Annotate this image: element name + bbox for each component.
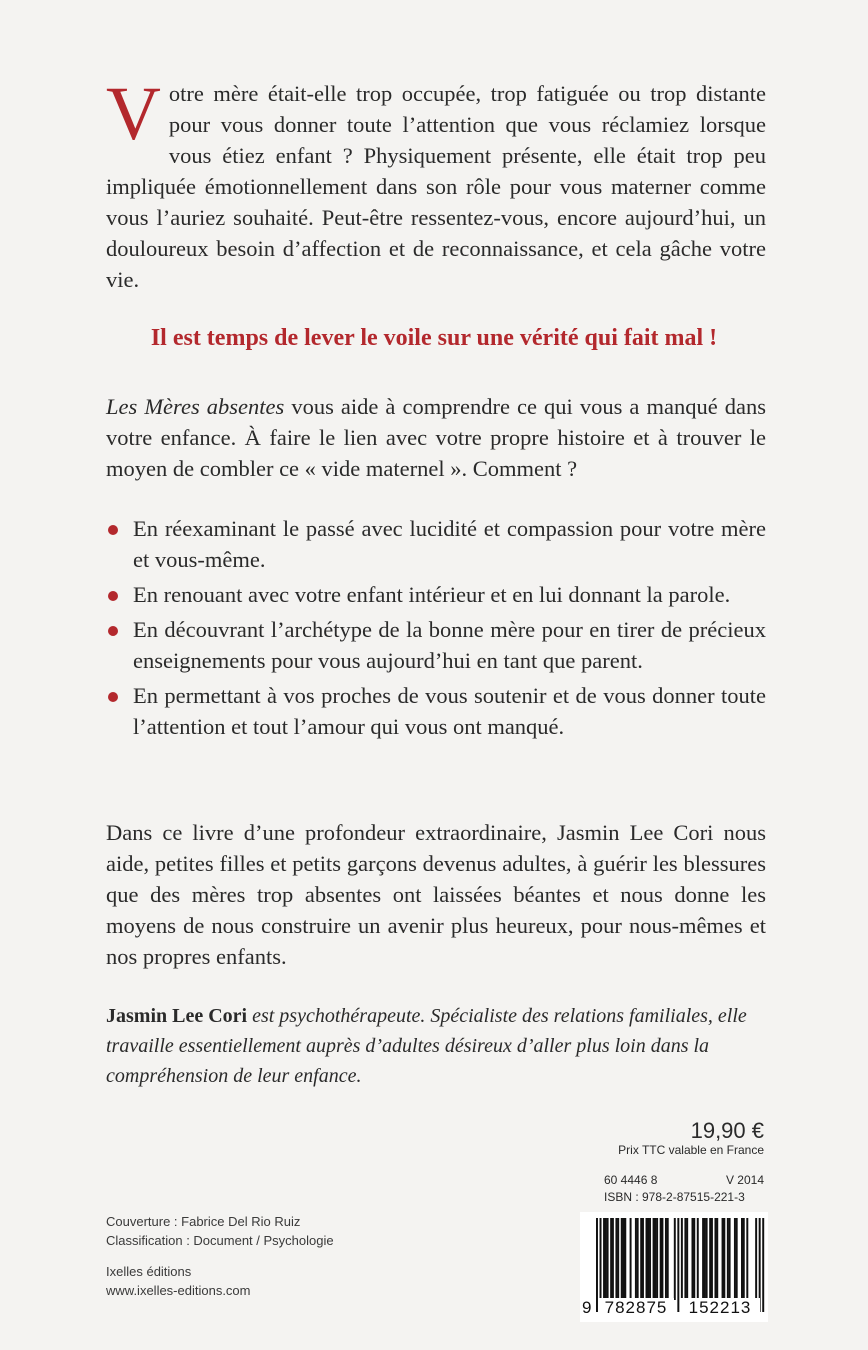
barcode-bar (605, 1218, 607, 1300)
publisher-website: www.ixelles-editions.com (106, 1283, 251, 1298)
barcode-bar (716, 1218, 718, 1300)
publisher-name: Ixelles éditions (106, 1264, 192, 1279)
bullet-list (106, 513, 766, 746)
closing-paragraph: Dans ce livre d’une profondeur extraordinaire, Jasmin Lee Cori nous aide, petites filles et petits garçons devenus adultes, à guérir les blessures que des mères trop absentes ont laissées béantes et nous donne les moyens de nous construire un avenir plus heureux, pour nous-mêmes et nos propres enfants. (106, 820, 766, 969)
barcode-bar (711, 1218, 713, 1300)
headline: Il est temps de lever le voile sur une vérité qui fait mal ! (150, 325, 718, 351)
barcode (580, 1212, 768, 1322)
book-title: Les Mères absentes (106, 394, 285, 419)
author-name: Jasmin Lee Cori (106, 1005, 248, 1027)
barcode-bar (612, 1218, 614, 1300)
price-note: Prix TTC valable en France (618, 1143, 764, 1157)
barcode-bar (704, 1218, 706, 1300)
barcode-right-group: 152213 (680, 1298, 760, 1318)
bullet-icon (108, 626, 118, 636)
list-item (106, 579, 766, 610)
barcode-bar (656, 1218, 658, 1300)
barcode-bar (734, 1218, 736, 1300)
list-item-text: En découvrant l’archétype de la bonne mère pour en tirer de précieux enseignements pour vous aujourd’hui en tant que parent. (133, 617, 766, 673)
barcode-digits (580, 1298, 768, 1320)
drop-cap: V (106, 72, 161, 156)
barcode-bar (607, 1218, 609, 1300)
barcode-bar (741, 1218, 743, 1300)
barcode-bar (660, 1218, 662, 1300)
barcode-bar (610, 1218, 612, 1300)
list-item (106, 513, 766, 575)
barcode-bar (686, 1218, 688, 1300)
barcode-bar (746, 1218, 748, 1300)
barcode-bar (640, 1218, 642, 1300)
barcode-bar (654, 1218, 656, 1300)
book-paragraph-text: vous aide à comprendre ce qui vous a manqué dans votre enfance. À faire le lien avec votre propre histoire et à trouver le moyen de combler ce « vide maternel ». Comment ? (106, 394, 766, 481)
barcode-bar (642, 1218, 644, 1300)
bullet-icon (108, 591, 118, 601)
barcode-bar (729, 1218, 731, 1300)
bullet-icon (108, 692, 118, 702)
barcode-bar (623, 1218, 625, 1300)
barcode-bar (667, 1218, 669, 1300)
barcode-bar (646, 1218, 648, 1300)
isbn: ISBN : 978-2-87515-221-3 (604, 1190, 745, 1204)
barcode-bar (649, 1218, 651, 1300)
barcode-bar (691, 1218, 693, 1300)
barcode-bar (736, 1218, 738, 1300)
barcode-bar (630, 1218, 632, 1300)
barcode-bar (743, 1218, 745, 1300)
barcode-bar (617, 1218, 619, 1300)
barcode-bar (647, 1218, 649, 1300)
barcode-left-group: 782875 (598, 1298, 674, 1318)
version-code: V 2014 (725, 1173, 764, 1187)
barcode-bar (661, 1218, 663, 1300)
barcode-bar (665, 1218, 667, 1300)
barcode-bar (727, 1218, 729, 1300)
author-bio-text: est psychothérapeute. Spécialiste des relations familiales, elle travaille essentiellement auprès d’adultes désireux d’aller plus loin dans la compréhension de leur enfance. (106, 1005, 747, 1087)
price: 19,90 € (690, 1118, 764, 1143)
author-bio (106, 1001, 766, 1091)
barcode-bar (653, 1218, 655, 1300)
cover-credit: Couverture : Fabrice Del Rio Ruiz (106, 1214, 301, 1229)
list-item (106, 614, 766, 676)
bullet-icon (108, 525, 118, 535)
list-item-text: En réexaminant le passé avec lucidité et compassion pour votre mère et vous-même. (133, 516, 766, 572)
publisher-info (106, 1262, 251, 1300)
barcode-bar (621, 1218, 623, 1300)
barcode-bar (697, 1218, 699, 1300)
barcode-bar (615, 1218, 617, 1300)
barcode-bar (684, 1218, 686, 1300)
barcode-first-digit: 9 (582, 1298, 592, 1317)
barcode-bar (635, 1218, 637, 1300)
barcode-bar (706, 1218, 708, 1300)
book-paragraph (106, 391, 766, 484)
barcode-bar (674, 1218, 676, 1300)
credits (106, 1212, 334, 1250)
barcode-bar (723, 1218, 725, 1300)
barcode-bar (714, 1218, 716, 1300)
list-item (106, 680, 766, 742)
barcode-bar (702, 1218, 704, 1300)
list-item-text: En renouant avec votre enfant intérieur et en lui donnant la parole. (133, 582, 731, 607)
barcode-bar (637, 1218, 639, 1300)
intro-text: otre mère était-elle trop occupée, trop fatiguée ou trop distante pour vous donner toute l’attention que vous réclamiez lorsque vous étiez enfant ? Physiquement présente, elle était trop peu impliquée émotionnellement dans son rôle pour vous materner comme vous l’auriez souhaité. Peut-être ressentez-vous, encore aujourd’hui, un douloureux besoin d’affection et de reconnaissance, et cela gâche votre vie. (106, 81, 766, 292)
barcode-bar (755, 1218, 757, 1300)
list-item-text: En permettant à vos proches de vous soutenir et de vous donner toute l’attention et tout l’amour qui vous ont manqué. (133, 683, 766, 739)
barcode-bar (693, 1218, 695, 1300)
barcode-bar (722, 1218, 724, 1300)
barcode-bar (709, 1218, 711, 1300)
intro-paragraph (106, 72, 766, 295)
barcode-bar (624, 1218, 626, 1300)
barcode-bar (603, 1218, 605, 1300)
product-code: 60 4446 8 (604, 1173, 658, 1187)
classification: Classification : Document / Psychologie (106, 1233, 334, 1248)
